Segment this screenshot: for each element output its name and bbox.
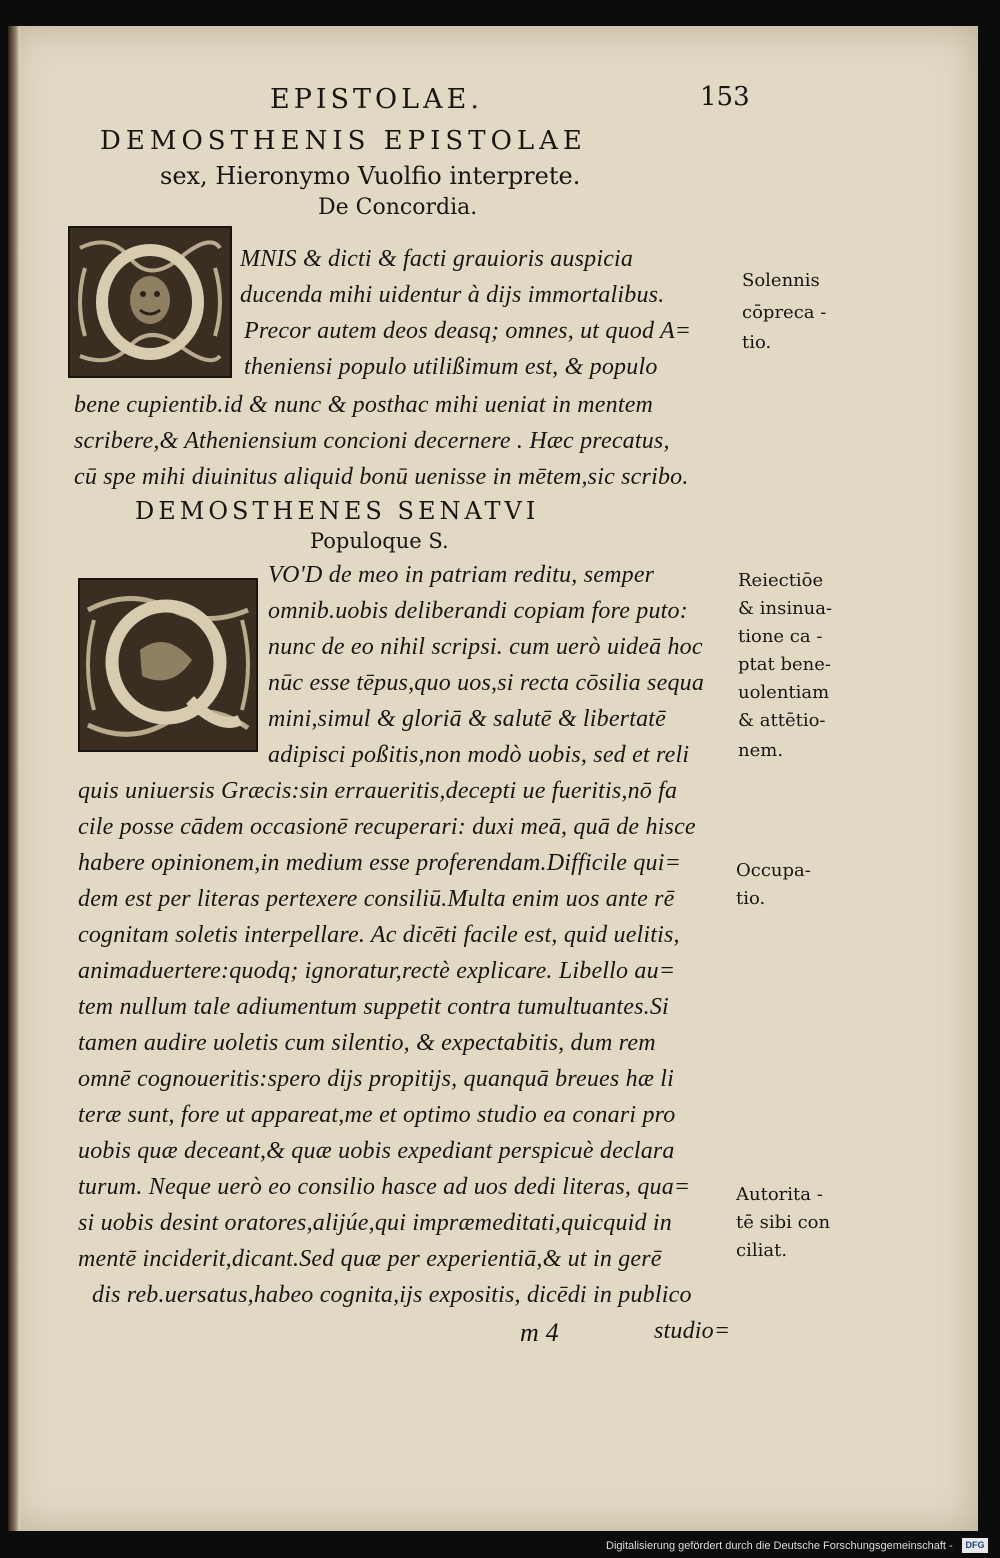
- text-line: nunc de eo nihil scripsi. cum uerò uideā hoc: [268, 634, 703, 660]
- margin-note-line: tione ca -: [738, 626, 823, 647]
- ornament-initial-icon: [80, 580, 256, 750]
- text-line: turum. Neque uerò eo consilio hasce ad uos dedi literas, qua=: [78, 1174, 691, 1200]
- margin-note-line: tio.: [736, 888, 766, 909]
- text-line: quis uniuersis Græcis:sin erraueritis,decepti ue fueritis,nō fa: [78, 778, 678, 804]
- dfg-logo: DFG: [962, 1538, 988, 1553]
- title-line-2: sex, Hieronymo Vuolfio interprete.: [160, 162, 581, 190]
- text-line: uobis quæ deceant,& quæ uobis expediant perspicuè declara: [78, 1138, 675, 1164]
- text-line: cū spe mihi diuinitus aliquid bonū uenisse in mētem,sic scribo.: [74, 464, 689, 490]
- text-line: omnib.uobis deliberandi copiam fore puto:: [268, 598, 688, 624]
- title-line-3: De Concordia.: [318, 195, 478, 220]
- margin-note-line: Reiectiōe: [738, 570, 824, 591]
- text-line: cile posse cādem occasionē recuperari: duxi meā, quā de hisce: [78, 814, 696, 840]
- text-line: dem est per literas pertexere consiliū.Multa enim uos ante rē: [78, 886, 675, 912]
- margin-note-line: uolentiam: [738, 682, 830, 703]
- folio-number: 153: [700, 82, 750, 112]
- text-line: Precor autem deos deasq; omnes, ut quod A=: [244, 318, 692, 344]
- margin-note-line: Occupa-: [736, 860, 811, 881]
- text-line: nūc esse tēpus,quo uos,si recta cōsilia sequa: [268, 670, 705, 696]
- margin-note-line: ptat bene-: [738, 654, 831, 675]
- text-line: cognitam soletis interpellare. Ac dicēti facile est, quid uelitis,: [78, 922, 680, 948]
- text-line: animaduertere:quodq; ignoratur,rectè explicare. Libello au=: [78, 958, 676, 984]
- text-line: dis reb.uersatus,habeo cognita,ijs expositis, dicēdi in publico: [92, 1282, 692, 1308]
- text-line: ducenda mihi uidentur à dijs immortalibus.: [240, 282, 665, 308]
- margin-note-line: nem.: [738, 740, 784, 761]
- text-line: mentē inciderit,dicant.Sed quæ per experientiā,& ut in gerē: [78, 1246, 662, 1272]
- text-line: adipisci poßitis,non modò uobis, sed et reli: [268, 742, 690, 768]
- text-line: tamen audire uoletis cum silentio, & expectabitis, dum rem: [78, 1030, 656, 1056]
- text-line: bene cupientib.id & nunc & posthac mihi ueniat in mentem: [74, 392, 654, 418]
- decorated-initial-o: [68, 226, 232, 378]
- margin-note-line: ciliat.: [736, 1240, 788, 1261]
- running-head: EPISTOLAE.: [270, 84, 483, 115]
- text-line: si uobis desint oratores,alijúe,qui impræmeditati,quicquid in: [78, 1210, 672, 1236]
- margin-note-line: cōpreca -: [742, 302, 827, 323]
- text-line: MNIS & dicti & facti grauioris auspicia: [240, 246, 634, 272]
- margin-note-line: & insinua-: [738, 598, 833, 619]
- catchword: studio=: [654, 1318, 731, 1344]
- text-line: scribere,& Atheniensium concioni decernere . Hæc precatus,: [74, 428, 670, 454]
- margin-note-line: tē sibi con: [736, 1212, 831, 1233]
- text-line: omnē cognoueritis:spero dijs propitijs, quanquā breues hæ li: [78, 1066, 674, 1092]
- text-line: VO'D de meo in patriam reditu, semper: [268, 562, 655, 588]
- text-line: theniensi populo utilißimum est, & populo: [244, 354, 658, 380]
- text-line: mini,simul & gloriā & salutē & libertatē: [268, 706, 666, 732]
- signature-mark: m 4: [520, 1318, 559, 1347]
- margin-note-line: Solennis: [742, 270, 820, 291]
- text-line: tem nullum tale adiumentum suppetit contra tumultuantes.Si: [78, 994, 669, 1020]
- title-line-1: DEMOSTHENIS EPISTOLAE: [100, 126, 587, 156]
- page-gutter: [8, 26, 20, 1531]
- text-line: habere opinionem,in medium esse proferendam.Difficile qui=: [78, 850, 682, 876]
- margin-note-line: Autorita -: [736, 1184, 823, 1205]
- ornament-initial-icon: [70, 228, 230, 376]
- digitization-credit: Digitalisierung gefördert durch die Deutsche Forschungsgemeinschaft -: [606, 1540, 953, 1552]
- letter-subheading: Populoque S.: [310, 529, 449, 553]
- margin-note-line: & attētio-: [738, 710, 826, 731]
- margin-note-line: tio.: [742, 332, 772, 353]
- decorated-initial-q: [78, 578, 258, 752]
- text-line: teræ sunt, fore ut appareat,me et optimo studio ea conari pro: [78, 1102, 676, 1128]
- letter-heading: DEMOSTHENES SENATVI: [135, 497, 540, 525]
